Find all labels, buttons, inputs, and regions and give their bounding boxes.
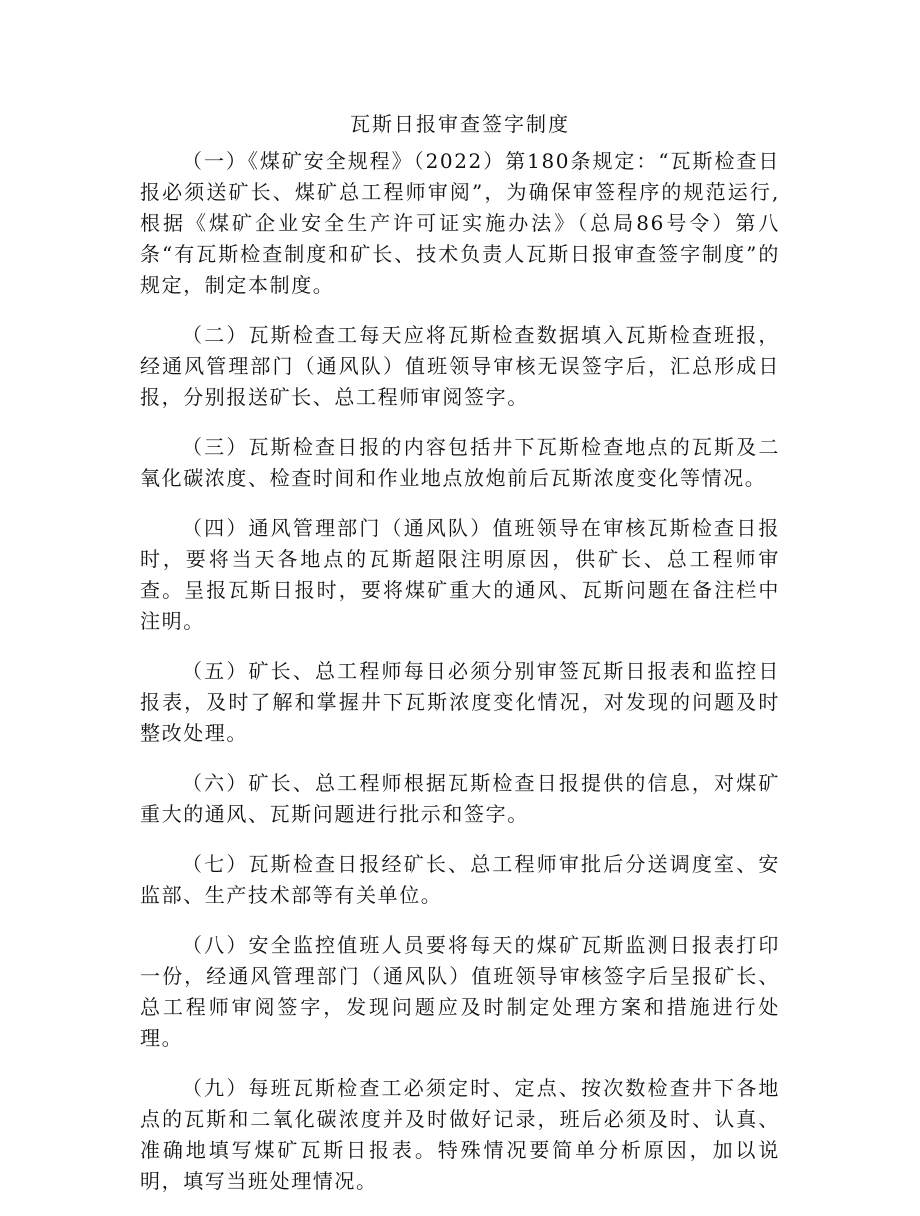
document-body [140,146,780,1216]
paragraph-6: （六）矿长、总工程师根据瓦斯检查日报提供的信息，对煤矿重大的通风、瓦斯问题进行批示和签字。 [140,771,780,826]
paragraph-5: （五）矿长、总工程师每日必须分别审签瓦斯日报表和监控日报表，及时了解和掌握井下瓦斯浓度变化情况，对发现的问题及时整改处理。 [140,659,780,745]
paragraph-7: （七）瓦斯检查日报经矿长、总工程师审批后分送调度室、安监部、生产技术部等有关单位。 [140,852,780,907]
document-title: 瓦斯日报审查签字制度 [350,112,570,136]
paragraph-2: （二）瓦斯检查工每天应将瓦斯检查数据填入瓦斯检查班报，经通风管理部门（通风队）值班领导审核无误签字后，汇总形成日报，分别报送矿长、总工程师审阅签字。 [140,323,780,409]
paragraph-8: （八）安全监控值班人员要将每天的煤矿瓦斯监测日报表打印一份，经通风管理部门（通风队）值班领导审核签字后呈报矿长、总工程师审阅签字，发现问题应及时制定处理方案和措施进行处理。 [140,933,780,1050]
paragraph-1: （一）《煤矿安全规程》（2022）第180条规定：“瓦斯检查日报必须送矿长、煤矿总工程师审阅”，为确保审签程序的规范运行,根据《煤矿企业安全生产许可证实施办法》（总局86号令）第八条“有瓦斯检查制度和矿长、技术负责人瓦斯日报审查签字制度”的规定，制定本制度。 [140,149,780,297]
paragraph-9: （九）每班瓦斯检查工必须定时、定点、按次数检查井下各地点的瓦斯和二氧化碳浓度并及时做好记录，班后必须及时、认真、准确地填写煤矿瓦斯日报表。特殊情况要简单分析原因，加以说明，填写当班处理情况。 [140,1076,780,1193]
paragraph-4: （四）通风管理部门（通风队）值班领导在审核瓦斯检查日报时，要将当天各地点的瓦斯超限注明原因，供矿长、总工程师审查。呈报瓦斯日报时，要将煤矿重大的通风、瓦斯问题在备注栏中注明。 [140,516,780,633]
paragraph-3: （三）瓦斯检查日报的内容包括井下瓦斯检查地点的瓦斯及二氧化碳浓度、检查时间和作业地点放炮前后瓦斯浓度变化等情况。 [140,435,780,490]
